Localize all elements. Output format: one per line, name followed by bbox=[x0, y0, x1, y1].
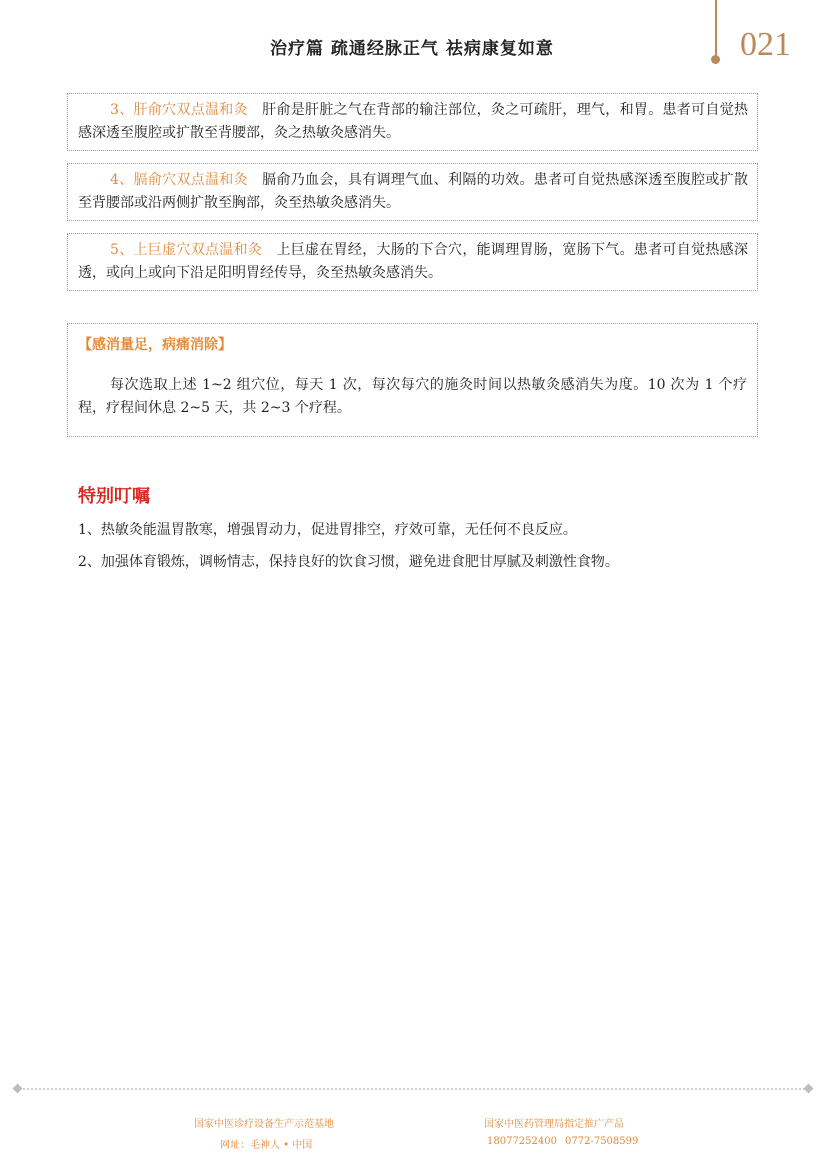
acupoint-title: 3、肝俞穴双点温和灸 bbox=[110, 102, 248, 118]
header-divider-dot bbox=[711, 55, 720, 64]
special-note-1: 1、热敏灸能温胃散寒，增强胃动力，促进胃排空，疗效可靠，无任何不良反应。 bbox=[78, 522, 577, 538]
acupoint-text: 上巨虚在胃经，大肠的下合穴，能调理胃肠，宽肠下气。患者可自觉热感深透，或向上或向下沿足阳明胃经传导，灸至热敏灸感消失。 bbox=[78, 242, 748, 281]
footer-right-line1: 国家中医药管理局指定推广产品 bbox=[484, 1119, 624, 1130]
acupoint-text: 肝俞是肝脏之气在背部的输注部位，灸之可疏肝，理气，和胃。患者可自觉热感深透至腹腔或扩散至背腰部，灸之热敏灸感消失。 bbox=[78, 102, 748, 141]
footer-right-phone2: 0772-7508599 bbox=[565, 1136, 639, 1147]
acupoint-paragraph bbox=[78, 99, 748, 145]
footer-left-line1: 国家中医诊疗设备生产示范基地 bbox=[194, 1119, 334, 1130]
acupoint-text: 膈俞乃血会，具有调理气血、利隔的功效。患者可自觉热感深透至腹腔或扩散至背腰部或沿两侧扩散至胸部，灸至热敏灸感消失。 bbox=[78, 172, 748, 211]
footer-left-line2: 网址：毛神人 • 中国 bbox=[220, 1140, 313, 1151]
footer-diamond-right bbox=[804, 1084, 814, 1094]
acupoint-title: 4、膈俞穴双点温和灸 bbox=[110, 172, 248, 188]
acupoint-title: 5、上巨虚穴双点温和灸 bbox=[110, 242, 263, 258]
header-title: 治疗篇 疏通经脉正气 祛病康复如意 bbox=[270, 39, 554, 59]
acupoint-paragraph bbox=[78, 169, 748, 215]
page-number: 021 bbox=[740, 26, 791, 63]
special-notes-title: 特别叮嘱 bbox=[78, 486, 150, 507]
footer-right-phone1: 18077252400 bbox=[487, 1136, 557, 1147]
acupoint-box-5 bbox=[67, 233, 758, 291]
acupoint-box-3 bbox=[67, 93, 758, 151]
dosage-text: 每次选取上述 1~2 组穴位，每天 1 次，每次每穴的施灸时间以热敏灸感消失为度。10 次为 1 个疗程，疗程间休息 2~5 天，共 2~3 个疗程。 bbox=[78, 377, 747, 416]
acupoint-box-4 bbox=[67, 163, 758, 221]
footer-divider bbox=[18, 1088, 809, 1090]
header-divider-line bbox=[715, 0, 717, 58]
footer-diamond-left bbox=[13, 1084, 23, 1094]
acupoint-paragraph bbox=[78, 239, 748, 285]
dosage-title: 【感消量足，病痛消除】 bbox=[78, 337, 232, 353]
dosage-box bbox=[67, 323, 758, 437]
special-note-2: 2、加强体育锻炼，调畅情志，保持良好的饮食习惯，避免进食肥甘厚腻及刺激性食物。 bbox=[78, 554, 619, 570]
